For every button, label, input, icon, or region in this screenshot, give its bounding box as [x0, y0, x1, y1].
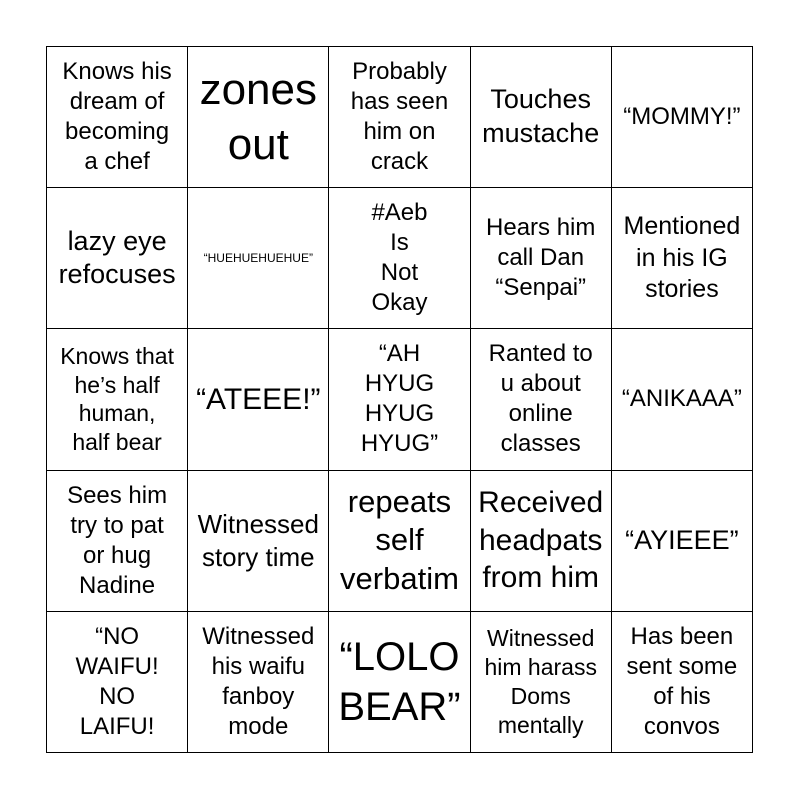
- cell-text: zones out: [199, 65, 317, 170]
- bingo-cell[interactable]: [188, 329, 329, 470]
- bingo-cell[interactable]: [329, 188, 470, 329]
- cell-text: Witnessed story time: [197, 509, 319, 572]
- cell-text: “NO WAIFU! NO LAIFU!: [75, 622, 159, 740]
- cell-text: “HUEHUEHUEHUE”: [203, 250, 313, 265]
- bingo-cell[interactable]: [471, 188, 612, 329]
- cell-text: Witnessed him harass Doms mentally: [484, 625, 597, 738]
- cell-text: Ranted to u about online classes: [488, 340, 593, 458]
- cell-text: “AH HYUG HYUG HYUG”: [360, 340, 439, 458]
- cell-text: “ANIKAAA”: [621, 385, 742, 413]
- bingo-cell[interactable]: [188, 471, 329, 612]
- bingo-cell[interactable]: [471, 612, 612, 753]
- cell-text: “MOMMY!”: [623, 103, 741, 131]
- cell-text: Touches mustache: [482, 84, 600, 149]
- bingo-cell[interactable]: [471, 471, 612, 612]
- cell-text: “LOLO BEAR”: [338, 634, 461, 729]
- bingo-cell[interactable]: [612, 612, 753, 753]
- cell-text: Has been sent some of his convos: [626, 622, 738, 740]
- bingo-cell[interactable]: [612, 188, 753, 329]
- cell-text: Knows his dream of becoming a chef: [62, 58, 172, 176]
- bingo-cell[interactable]: [47, 188, 188, 329]
- bingo-board: [46, 46, 753, 753]
- cell-text: “AYIEEE”: [625, 524, 739, 555]
- bingo-cell[interactable]: [188, 188, 329, 329]
- cell-text: repeats self verbatim: [340, 483, 459, 597]
- cell-text: Witnessed his waifu fanboy mode: [202, 622, 315, 740]
- cell-text: Hears him call Dan “Senpai”: [486, 214, 596, 302]
- bingo-cell[interactable]: [612, 471, 753, 612]
- bingo-cell[interactable]: [329, 47, 470, 188]
- bingo-cell[interactable]: [612, 329, 753, 470]
- cell-text: Probably has seen him on crack: [350, 58, 449, 176]
- bingo-cell[interactable]: [329, 329, 470, 470]
- bingo-cell[interactable]: [612, 47, 753, 188]
- bingo-cell[interactable]: [47, 471, 188, 612]
- bingo-cell[interactable]: [329, 471, 470, 612]
- bingo-cell[interactable]: [188, 47, 329, 188]
- bingo-cell[interactable]: [47, 47, 188, 188]
- cell-text: lazy eye refocuses: [58, 225, 176, 290]
- cell-text: Knows that he’s half human, half bear: [60, 342, 174, 456]
- cell-text: “ATEEE!”: [196, 382, 321, 416]
- bingo-cell[interactable]: [471, 329, 612, 470]
- bingo-cell[interactable]: [329, 612, 470, 753]
- bingo-cell[interactable]: [47, 612, 188, 753]
- bingo-cell[interactable]: [471, 47, 612, 188]
- bingo-cell[interactable]: [47, 329, 188, 470]
- cell-text: #Aeb Is Not Okay: [371, 199, 428, 317]
- cell-text: Received headpats from him: [478, 486, 604, 595]
- bingo-cell[interactable]: [188, 612, 329, 753]
- cell-text: Mentioned in his IG stories: [623, 212, 741, 303]
- cell-text: Sees him try to pat or hug Nadine: [67, 481, 168, 599]
